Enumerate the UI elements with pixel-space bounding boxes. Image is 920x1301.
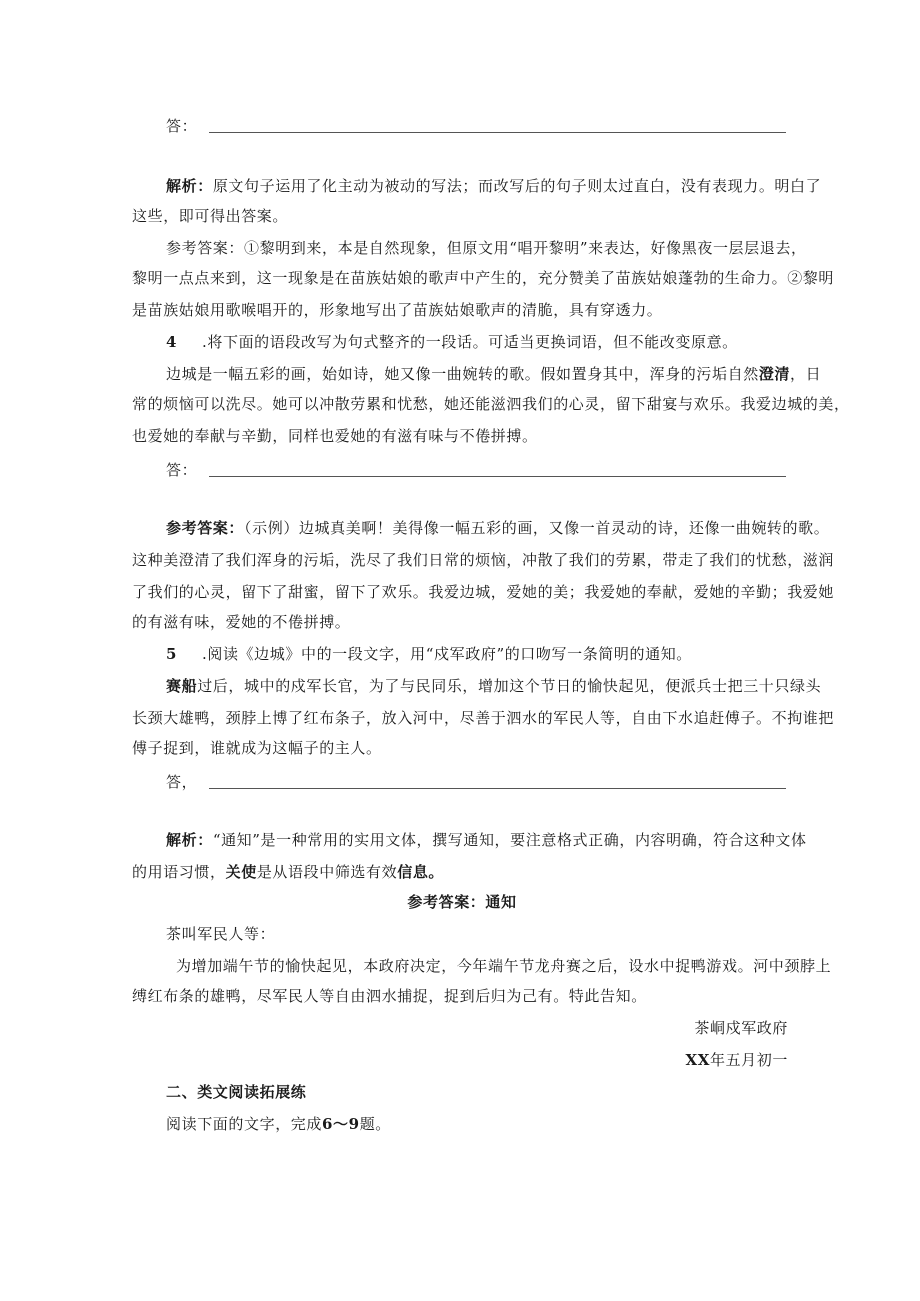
q5-analysis-text1: “通知”是一种常用的实用文体，撰写通知，要注意格式正确，内容明确，符合这种文体	[212, 831, 807, 849]
q3-ref-line3: 是苗族姑娘用歌喉唱开的，形象地写出了苗族姑娘歌声的清脆，具有穿透力。	[132, 301, 663, 319]
notice-body-line1: 为增加端午节的愉快起见，本政府决定，今年端午节龙舟赛之后，设水中捉鸭游戏。河中颈脖上	[176, 957, 832, 975]
q4-passage-text1a: 边城是一幅五彩的画，始如诗，她又像一曲婉转的歌。假如置身其中，浑身的污垢自然	[166, 365, 759, 383]
q4-ref-line3: 了我们的心灵，留下了甜蜜，留下了欢乐。我爱边城，爱她的美；我爱她的奉献，爱她的辛勤；我爱她	[132, 583, 835, 601]
q4-prompt-text: .将下面的语段改写为句式整齐的一段话。可适当更换词语，但不能改变原意。	[202, 333, 738, 351]
q4-passage-bold: 澄清	[758, 365, 791, 383]
q4-ref-text1: （示例）边城真美啊！美得像一幅五彩的画，又像一首灵动的诗，还像一曲婉转的歌。	[244, 519, 830, 537]
q5-analysis-bold1: 关使	[225, 863, 257, 881]
q5-answer-label: 答，	[166, 773, 198, 791]
q3-analysis-line1	[166, 176, 826, 196]
q4-ref-line2: 这种美澄清了我们浑身的污垢，洗尽了我们日常的烦恼，冲散了我们的劳累，带走了我们的忧愁，滋润	[132, 551, 835, 569]
section2-instruction-b: 题。	[359, 1115, 391, 1133]
q5-analysis-label: 解析：	[166, 831, 213, 849]
q4-ref-line1	[166, 518, 830, 538]
q5-analysis-text2b: 是从语段中筛选有效	[256, 863, 398, 881]
q4-passage-line1	[166, 364, 826, 384]
q5-analysis-bold2: 信息。	[397, 863, 445, 881]
q4-answer-label: 答：	[166, 461, 198, 479]
q5-passage-bold: 赛船	[166, 677, 198, 695]
q5-passage-line2: 长颈大雄鸭，颈脖上博了红布条子，放入河中，尽善于泗水的军民人等，自由下水追赶傅子。不拘谁把	[132, 709, 835, 727]
q4-answer-row	[166, 460, 786, 480]
q4-ref-label: 参考答案：	[166, 519, 245, 537]
q4-ref-line4: 的有滋有味，爱她的不倦拼搏。	[132, 613, 351, 631]
q5-prompt	[166, 644, 826, 664]
q5-analysis-text2a: 的用语习惯，	[132, 863, 226, 881]
q5-passage-text1: 过后，城中的戍军长官，为了与民同乐，增加这个节日的愉快起见，便派兵士把三十只绿头	[197, 677, 822, 695]
notice-date-rest: 年五月初一	[709, 1051, 788, 1069]
q5-analysis-line2	[132, 862, 792, 882]
notice-date	[132, 1050, 788, 1070]
section2-instruction	[166, 1114, 826, 1134]
q5-ref-title: 参考答案：通知	[407, 893, 517, 911]
q3-answer-row	[166, 116, 786, 136]
q5-passage-line1	[166, 676, 826, 696]
q3-answer-blank[interactable]	[209, 132, 786, 133]
q3-ref-line1: 参考答案：①黎明到来，本是自然现象，但原文用“唱开黎明”来表达，好像黑夜一层层退去，	[166, 239, 807, 257]
q5-passage-line3: 傅子捉到，谁就成为这幅子的主人。	[132, 739, 382, 757]
q3-analysis-text1: 原文句子运用了化主动为被动的写法；而改写后的句子则太过直白，没有表现力。明白了	[212, 177, 822, 195]
q5-answer-row	[166, 772, 786, 792]
section2-instruction-range: 6〜9	[322, 1115, 360, 1133]
q4-prompt	[166, 332, 826, 352]
q4-passage-text1b: ，日	[790, 365, 822, 383]
q4-number: 4	[166, 333, 178, 351]
notice-signature: 茶峒戍军政府	[694, 1019, 788, 1037]
q3-analysis-line2: 这些，即可得出答案。	[132, 207, 289, 225]
q5-prompt-text: .阅读《边城》中的一段文字，用“戍军政府”的口吻写一条简明的通知。	[202, 645, 692, 663]
q4-answer-blank[interactable]	[209, 476, 786, 477]
q5-analysis-line1	[166, 830, 826, 850]
notice-date-year: XX	[685, 1051, 710, 1069]
section2-title: 二、类文阅读拓展练	[166, 1083, 307, 1101]
q3-ref-line2: 黎明一点点来到，这一现象是在苗族姑娘的歌声中产生的，充分赞美了苗族姑娘蓬勃的生命力。②黎明	[132, 269, 835, 287]
q5-number: 5	[166, 645, 178, 663]
notice-body-line2: 缚红布条的雄鸭，尽军民人等自由泗水捕捉，捉到后归为己有。特此告知。	[132, 987, 647, 1005]
q3-analysis-label: 解析：	[166, 177, 213, 195]
notice-greeting: 茶叫军民人等：	[166, 925, 276, 943]
section2-instruction-a: 阅读下面的文字，完成	[166, 1115, 323, 1133]
q4-passage-line3: 也爱她的奉献与辛勤，同样也爱她的有滋有味与不倦拼搏。	[132, 427, 538, 445]
q5-answer-blank[interactable]	[209, 788, 786, 789]
q4-passage-line2: 常的烦恼可以洗尽。她可以冲散劳累和忧愁，她还能滋泗我们的心灵，留下甜宴与欢乐。我爱边城的美，	[132, 395, 850, 413]
q3-answer-label: 答：	[166, 117, 198, 135]
